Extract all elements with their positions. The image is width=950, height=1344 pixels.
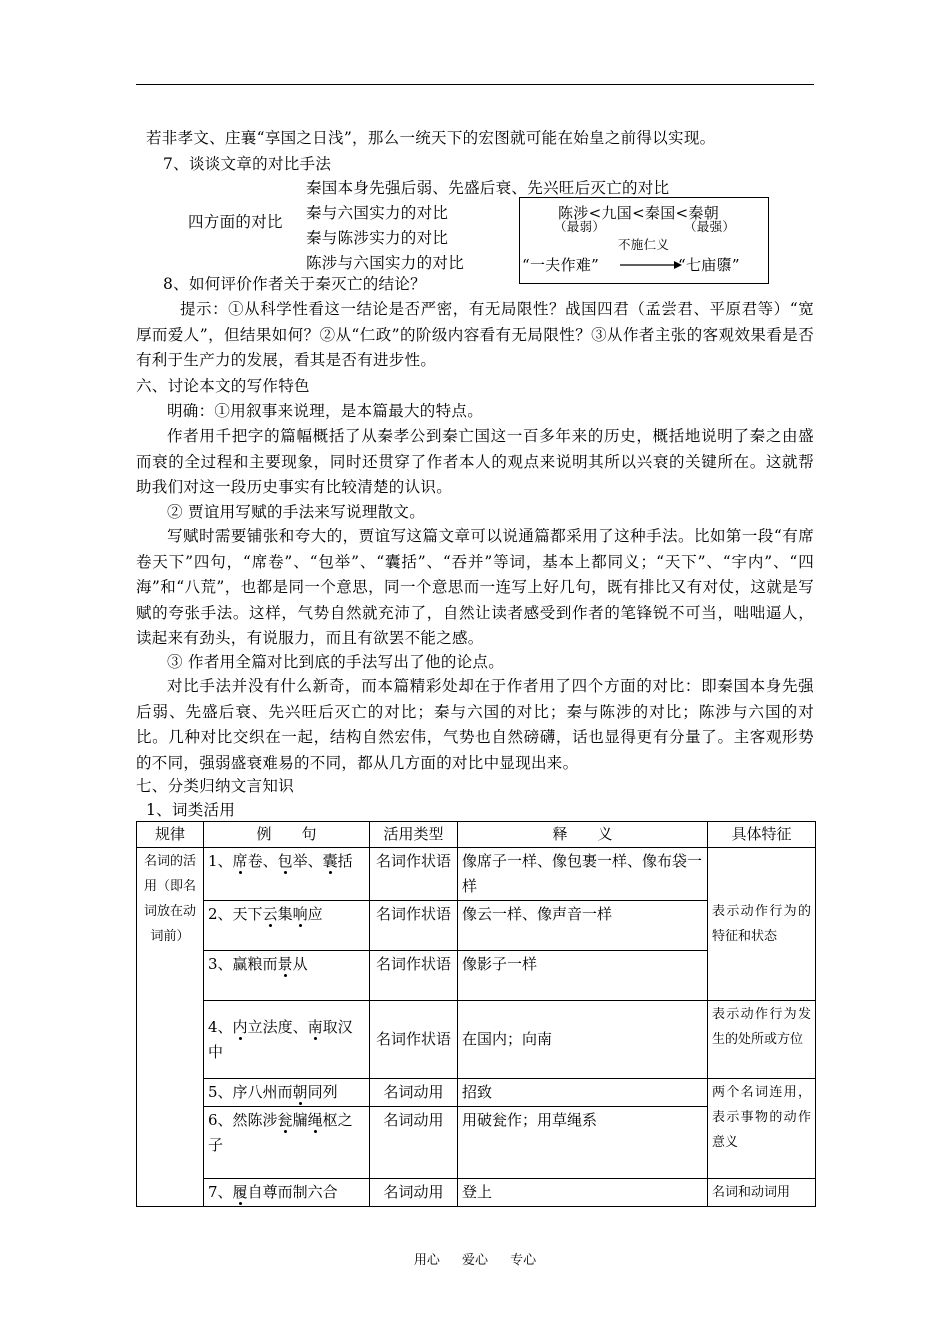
question-8: 8、如何评价作者关于秦灭亡的结论？ — [163, 275, 426, 293]
meaning-cell: 像席子一样、像包裹一样、像布袋一样 — [458, 848, 708, 901]
meaning-cell: 像云一样、像声音一样 — [458, 901, 708, 951]
example-cell: 6、然陈涉瓮牖绳枢之子 — [204, 1107, 370, 1179]
type-cell: 名词动用 — [370, 1079, 458, 1107]
table-row — [137, 848, 816, 901]
section-6-heading: 六、讨论本文的写作特色 — [136, 377, 310, 395]
arrow-label: 不施仁义 — [618, 237, 670, 252]
footer-text: 专心 — [510, 1253, 537, 1268]
footer-text: 爱心 — [461, 1253, 488, 1268]
paragraph: 对比手法并没有什么新奇，而本篇精彩处却在于作者用了四个方面的对比：即秦国本身先强后弱、先盛后衰、先兴旺后灭亡的对比；秦与六国的对比；秦与陈涉的对比；陈涉与六国的对比。几种对比交织在一起，结构自然宏伟，气势也自然磅礴，话也显得更有分量了。主客观形势的不同，强弱盛衰难易的不同，都从几方面的对比中显现出来。 — [136, 677, 814, 772]
contrast-item: 陈涉与六国实力的对比 — [306, 254, 465, 272]
strongest-note: （最强） — [684, 219, 736, 234]
example-cell: 7、履自尊而制六合 — [204, 1179, 370, 1207]
subsection-heading: 1、词类活用 — [146, 801, 236, 819]
table-row — [137, 1001, 816, 1079]
type-cell: 名词作状语 — [370, 951, 458, 1001]
paragraph: 作者用千把字的篇幅概括了从秦孝公到秦亡国这一百多年来的历史，概括地说明了秦之由盛而衰的全过程和主要现象，同时还贯穿了作者本人的观点来说明其所以兴衰的关键所在。这就帮助我们对这一段历史事实有比较清楚的认识。 — [136, 427, 814, 497]
feature-cell: 两个名词连用，表示事物的动作意义 — [708, 1079, 816, 1179]
contrast-item: 秦国本身先强后弱、先盛后衰、先兴旺后灭亡的对比 — [306, 179, 670, 197]
chain-text: 陈涉<九国<秦国<秦朝 — [558, 204, 720, 222]
meaning-cell: 招致 — [458, 1079, 708, 1107]
example-cell: 2、天下云集响应 — [204, 901, 370, 951]
contrast-box — [519, 197, 769, 284]
page-footer — [0, 1249, 950, 1268]
meaning-cell: 用破瓮作；用草绳系 — [458, 1107, 708, 1179]
question-7: 7、谈谈文章的对比手法 — [163, 155, 332, 173]
rule-cell: 名词的活用（即名词放在动词前） — [137, 848, 204, 1207]
weakest-note: （最弱） — [554, 219, 606, 234]
table-header: 例 句 — [204, 822, 370, 848]
table-header: 活用类型 — [370, 822, 458, 848]
section-7-heading: 七、分类归纳文言知识 — [136, 777, 295, 795]
table-header: 释 义 — [458, 822, 708, 848]
arrow-icon — [620, 260, 682, 270]
from-text: “一夫作难” — [522, 256, 600, 274]
footer-text: 用心 — [413, 1253, 440, 1268]
feature-cell: 表示动作行为发生的处所或方位 — [708, 1001, 816, 1079]
hint-paragraph: 提示：①从科学性看这一结论是否严密，有无局限性？战国四君（孟尝君、平原君等）“宽厚而爱人”，但结果如何？②从“仁政”的阶级内容看有无局限性？③从作者主张的客观效果看是否有利于生产力的发展，看其是否有进步性。 — [136, 300, 814, 370]
meaning-cell: 像影子一样 — [458, 951, 708, 1001]
type-cell: 名词作状语 — [370, 1001, 458, 1079]
example-cell: 1、席卷、包举、囊括 — [204, 848, 370, 901]
contrast-item: 秦与六国实力的对比 — [306, 204, 449, 222]
text-line: 若非孝文、庄襄“享国之日浅”，那么一统天下的宏图就可能在始皇之前得以实现。 — [146, 129, 716, 147]
table-header: 具体特征 — [708, 822, 816, 848]
contrast-label: 四方面的对比 — [188, 213, 283, 231]
to-text: “七庙隳” — [678, 256, 740, 274]
word-usage-table — [136, 821, 816, 1207]
example-cell: 3、赢粮而景从 — [204, 951, 370, 1001]
meaning-cell: 登上 — [458, 1179, 708, 1207]
type-cell: 名词作状语 — [370, 848, 458, 901]
table-row — [137, 1179, 816, 1207]
paragraph: ③ 作者用全篇对比到底的手法写出了他的论点。 — [167, 653, 505, 671]
example-cell: 4、内立法度、南取汉中 — [204, 1001, 370, 1079]
contrast-item: 秦与陈涉实力的对比 — [306, 229, 449, 247]
table-header: 规律 — [137, 822, 204, 848]
paragraph: 明确：①用叙事来说理，是本篇最大的特点。 — [167, 402, 484, 420]
paragraph: ② 贾谊用写赋的手法来写说理散文。 — [167, 503, 426, 521]
example-cell: 5、序八州而朝同列 — [204, 1079, 370, 1107]
feature-cell: 名词和动词用 — [708, 1179, 816, 1207]
type-cell: 名词作状语 — [370, 901, 458, 951]
table-row — [137, 1079, 816, 1107]
meaning-cell: 在国内；向南 — [458, 1001, 708, 1079]
type-cell: 名词动用 — [370, 1179, 458, 1207]
feature-cell: 表示动作行为的特征和状态 — [708, 848, 816, 1001]
table-header-row — [137, 822, 816, 848]
type-cell: 名词动用 — [370, 1107, 458, 1179]
paragraph: 写赋时需要铺张和夸大的，贾谊写这篇文章可以说通篇都采用了这种手法。比如第一段“有席卷天下”四句，“席卷”、“包举”、“囊括”、“吞并”等词，基本上都同义；“天下”、“宇内”、“四海”和“八荒”，也都是同一个意思，同一个意思而一连写上好几句，既有排比又有对仗，这就是写赋的夸张手法。这样，气势自然就充沛了，自然让读者感受到作者的笔锋锐不可当，咄咄逼人，读起来有劲头，有说服力，而且有欲罢不能之感。 — [136, 527, 814, 648]
header-rule — [136, 84, 814, 85]
